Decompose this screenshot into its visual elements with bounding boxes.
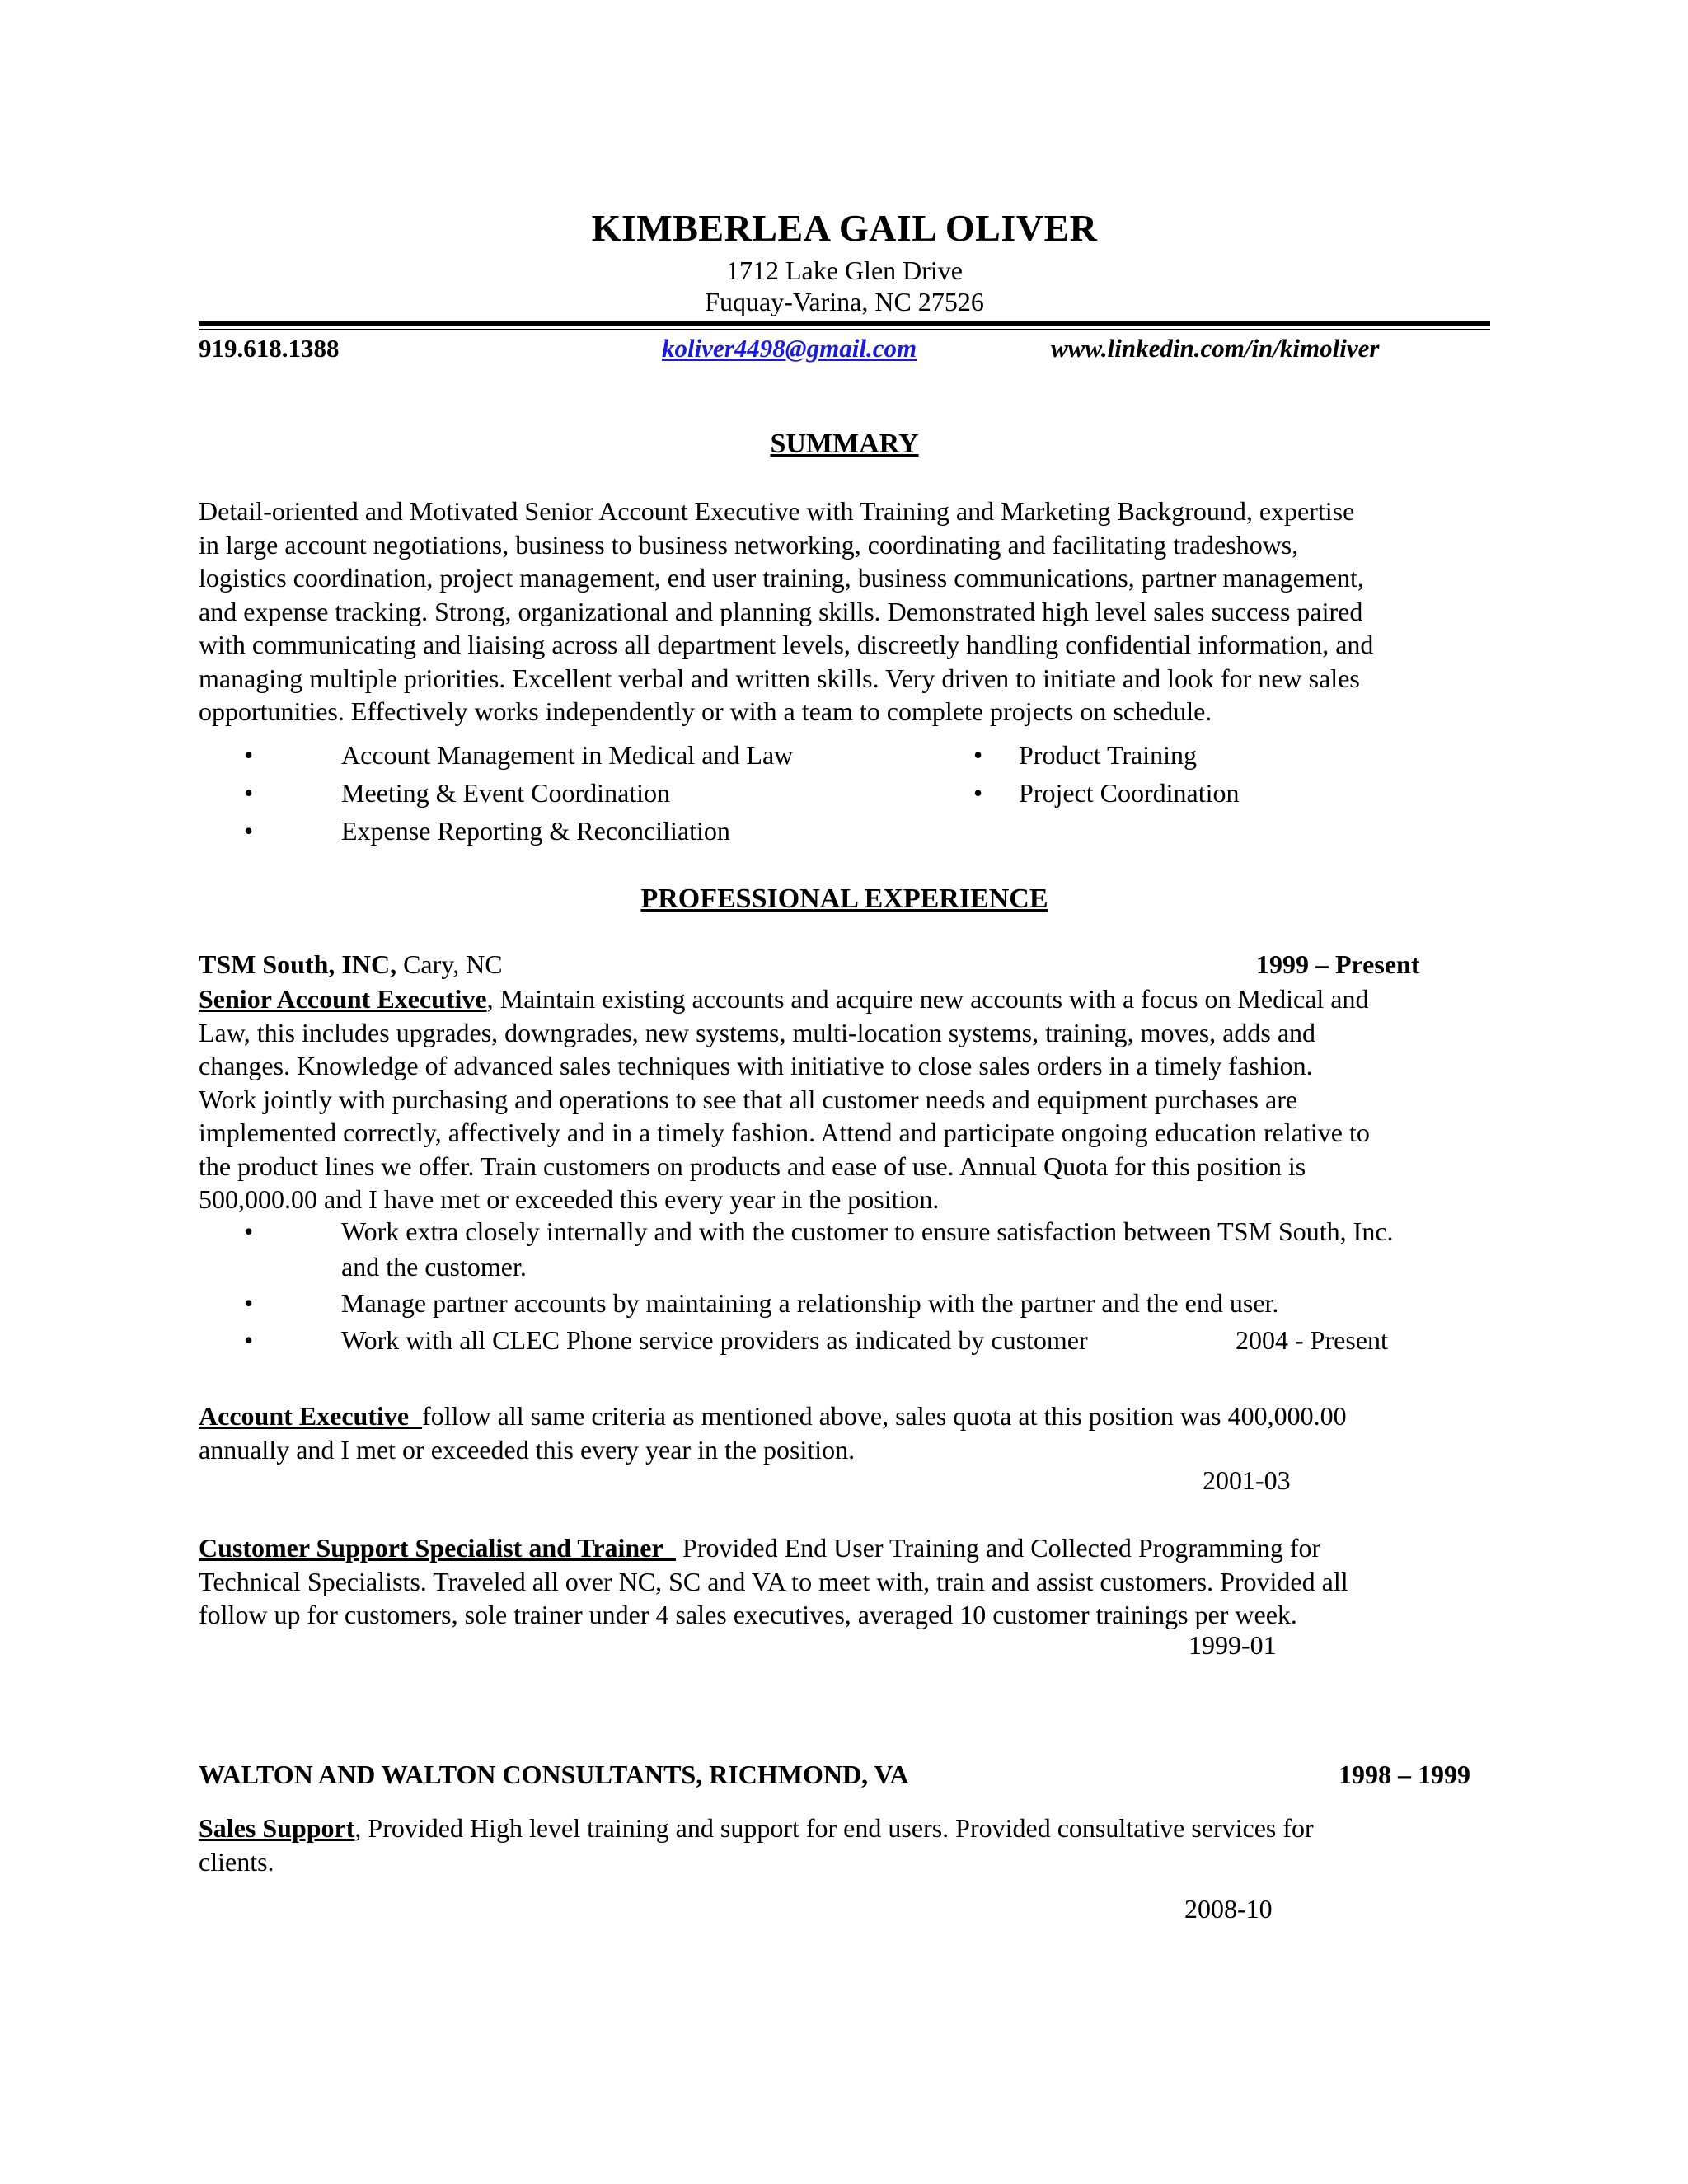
role-account-executive xyxy=(199,1399,1490,1466)
summary-line: logistics coordination, project management, end user training, business communications, partner management, xyxy=(199,563,1364,593)
role-line: the product lines we offer. Train customers on products and ease of use. Annual Quota for this position is xyxy=(199,1151,1306,1181)
role-customer-support-specialist xyxy=(199,1531,1490,1632)
role-title: Account Executive xyxy=(199,1401,423,1431)
role-title: Senior Account Executive xyxy=(199,984,487,1014)
role-bullets: • Work extra closely internally and with the customer to ensure satisfaction between TSM South, Inc. and the customer. • Manage partner accounts by maintaining a relationship with the partner and the end user. • Work with all CLEC Phone service providers as indicated by customer 2004 - Present xyxy=(244,1216,1394,1355)
job-dates: 1999 – Present xyxy=(1256,949,1420,979)
summary-line: opportunities. Effectively works independently or with a team to complete projects on schedule. xyxy=(199,696,1212,726)
role-line: annually and I met or exceeded this every year in the position. xyxy=(199,1434,856,1465)
role-description: , Maintain existing accounts and acquire new accounts with a focus on Medical and xyxy=(486,984,1369,1014)
role-description: follow all same criteria as mentioned above, sales quota at this position was 400,000.00 xyxy=(422,1401,1347,1431)
summary-line: and expense tracking. Strong, organizational and planning skills. Demonstrated high level sales success paired xyxy=(199,596,1363,626)
address-line-2: Fuquay-Varina, NC 27526 xyxy=(705,287,984,316)
skills-list: • Account Management in Medical and Law • Meeting & Event Coordination • Expense Reporting & Reconciliation • Product Training • Project Coordination xyxy=(244,740,1240,846)
role-dates: 1999-01 xyxy=(1189,1630,1277,1660)
header-rule-thin xyxy=(199,329,1490,330)
candidate-name: KIMBERLEA GAIL OLIVER xyxy=(591,207,1098,249)
address-line-1: 1712 Lake Glen Drive xyxy=(725,255,963,285)
linkedin-url[interactable]: www.linkedin.com/in/kimoliver xyxy=(1051,334,1380,363)
role-line: implemented correctly, affectively and in a timely fashion. Attend and participate ongoing education relative to xyxy=(199,1118,1370,1147)
resume-page xyxy=(199,0,1490,2184)
role-title: Sales Support xyxy=(199,1813,355,1843)
summary-line: in large account negotiations, business to business networking, coordinating and facilitating tradeshows, xyxy=(199,529,1299,560)
role-dates: 2008-10 xyxy=(1184,1894,1273,1924)
role-dates: 2004 - Present xyxy=(1236,1325,1388,1355)
role-line: 500,000.00 and I have met or exceeded this every year in the position. xyxy=(199,1184,940,1214)
role-description: , Provided High level training and support for end users. Provided consultative services for xyxy=(354,1813,1314,1843)
role-line: changes. Knowledge of advanced sales techniques with initiative to close sales orders in a timely fashion. xyxy=(199,1051,1313,1080)
role-sales-support xyxy=(199,1811,1490,1878)
role-line: Work jointly with purchasing and operations to see that all customer needs and equipment purchases are xyxy=(199,1084,1298,1114)
summary-heading: SUMMARY xyxy=(770,429,919,459)
role-line: follow up for customers, sole trainer under 4 sales executives, averaged 10 customer trainings per week. xyxy=(199,1600,1297,1629)
summary-line: managing multiple priorities. Excellent verbal and written skills. Very driven to initiate and look for new sales xyxy=(199,663,1360,693)
company-name: TSM South, INC, xyxy=(199,949,397,979)
role-description: Provided End User Training and Collected Programming for xyxy=(676,1533,1321,1563)
role-line: clients. xyxy=(199,1846,274,1877)
phone-number: 919.618.1388 xyxy=(199,334,340,363)
job-dates: 1998 – 1999 xyxy=(1339,1760,1470,1789)
job-company-line: WALTON AND WALTON CONSULTANTS, RICHMOND, VA xyxy=(199,1760,909,1789)
email-link[interactable]: koliver4498@gmail.com xyxy=(662,334,917,363)
role-bullet-continuation: and the customer. xyxy=(341,1252,527,1282)
role-senior-account-executive xyxy=(199,982,1490,1216)
summary-paragraph xyxy=(199,494,1490,729)
header-rule-thick xyxy=(199,321,1490,326)
summary-line: Detail-oriented and Motivated Senior Account Executive with Training and Marketing Background, expertise xyxy=(199,496,1355,526)
role-title: Customer Support Specialist and Trainer xyxy=(199,1533,677,1563)
role-dates: 2001-03 xyxy=(1203,1465,1291,1495)
job-company-line xyxy=(199,949,503,980)
summary-line: with communicating and liaising across all department levels, discreetly handling confidential information, and xyxy=(199,630,1374,659)
role-line: Technical Specialists. Traveled all over NC, SC and VA to meet with, train and assist customers. Provided all xyxy=(199,1566,1348,1596)
company-location: Cary, NC xyxy=(396,949,503,979)
role-line: Law, this includes upgrades, downgrades, new systems, multi-location systems, training, moves, adds and xyxy=(199,1017,1316,1047)
experience-heading: PROFESSIONAL EXPERIENCE xyxy=(640,883,1048,914)
